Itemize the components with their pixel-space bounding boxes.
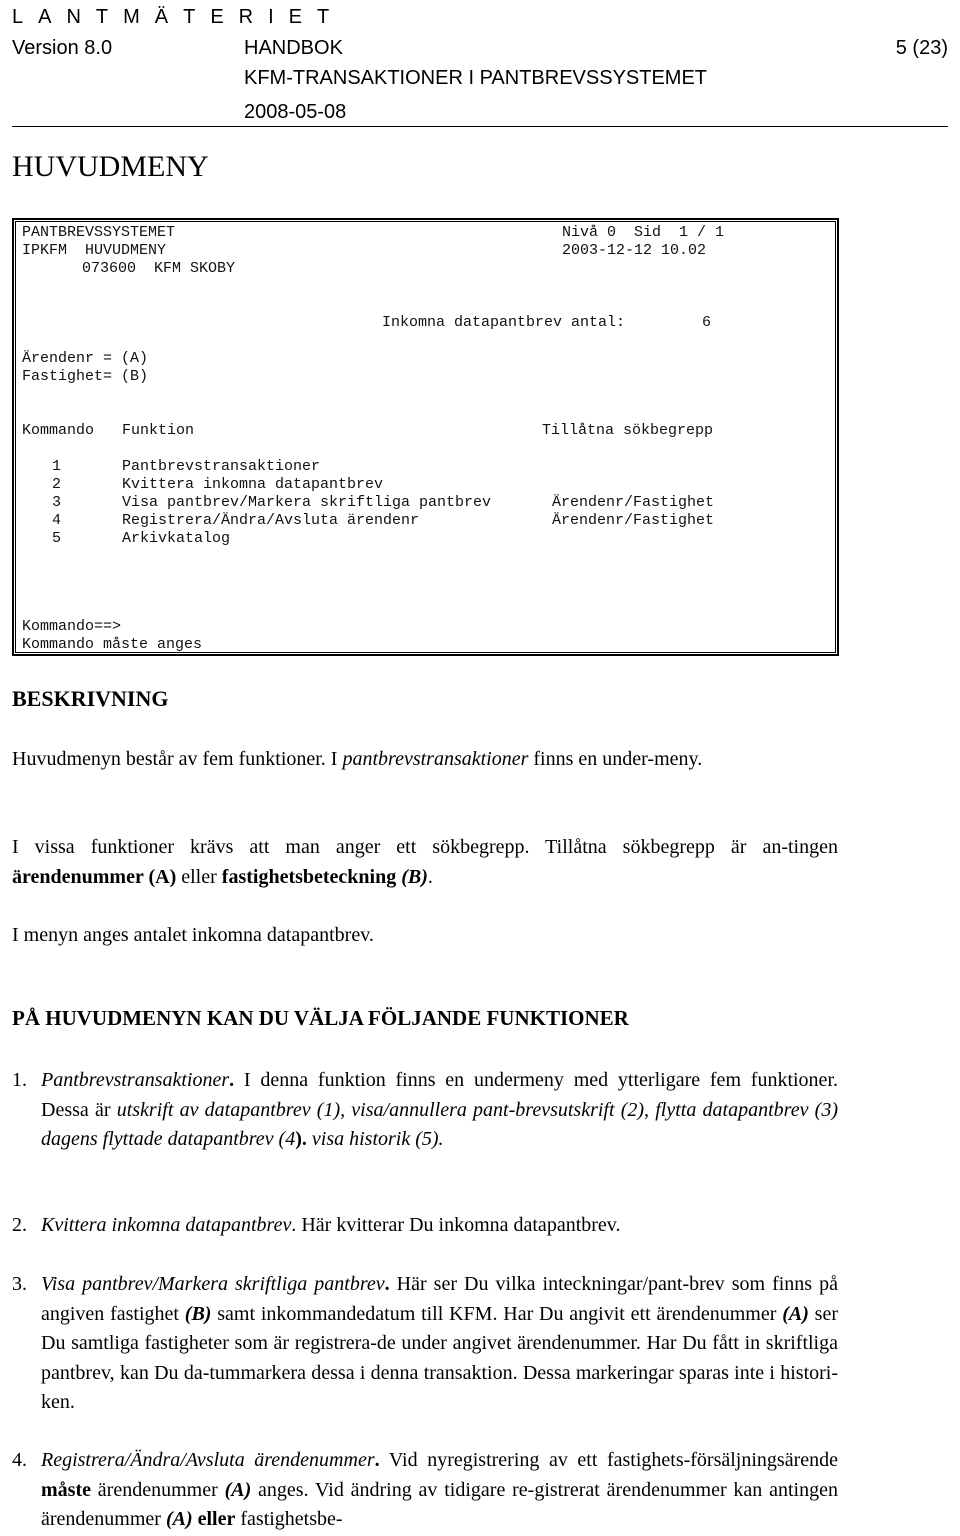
section-title: HUVUDMENY: [12, 150, 209, 183]
item-number: 3.: [12, 1273, 27, 1295]
item-number: 2.: [12, 1214, 27, 1236]
text-run: ärendenummer: [90, 1478, 225, 1501]
description-paragraph-3: I menyn anges antalet inkomna datapantbrev.: [12, 924, 374, 946]
organization-logo-text: LANTMÄTERIET: [12, 6, 345, 28]
item-title: Visa pantbrev/Markera skriftliga pantbrev: [41, 1273, 385, 1295]
menu-row-search: Ärendenr/Fastighet: [552, 494, 715, 511]
item-body: [41, 1270, 838, 1418]
fastighet-field: Fastighet= (B): [22, 368, 149, 385]
menu-row-function: Arkivkatalog: [122, 530, 231, 547]
text-run-bold: .: [229, 1069, 235, 1091]
menu-row-number: 1: [52, 458, 62, 475]
text-run-bold: fastighetsbeteckning: [221, 866, 402, 888]
text-run-bold: .: [374, 1449, 380, 1471]
header-divider: [12, 126, 948, 127]
item-body: [41, 1066, 838, 1155]
functions-heading: PÅ HUVUDMENYN KAN DU VÄLJA FÖLJANDE FUNKTIONER: [12, 1006, 629, 1030]
text-run-bold-italic: (A): [224, 1478, 252, 1501]
terminal-system-name: PANTBREVSSYSTEMET: [22, 224, 176, 241]
text-run-bold-italic: (A): [165, 1508, 193, 1530]
incoming-label: Inkomna datapantbrev antal:: [382, 314, 626, 331]
column-header-kommando: Kommando: [22, 422, 95, 439]
text-run: ser Du samtliga fastigheter som är registrera-de under angivet ärendenummer. Har Du fått in skriftliga pantbrev, kan Du da-tummarkera dessa i denna transaktion. Dessa markeringar sparas inte i histori-ken.: [41, 1302, 839, 1413]
text-run-bold: måste: [41, 1478, 91, 1501]
status-message: Kommando måste anges: [22, 636, 203, 653]
item-body: [41, 1446, 838, 1535]
column-header-funktion: Funktion: [122, 422, 195, 439]
text-run: fastighetsbe-: [235, 1508, 343, 1530]
terminal-timestamp: 2003-12-12 10.02: [562, 242, 707, 259]
title-line-1: HANDBOK: [244, 37, 343, 59]
text-run: I denna funktion finns en undermeny med ytterligare fem funktioner. Dessa är: [41, 1069, 838, 1121]
title-line-2: KFM-TRANSAKTIONER I PANTBREVSSYSTEMET: [244, 67, 708, 89]
menu-row-function: Kvittera inkomna datapantbrev: [122, 476, 384, 493]
item-title: Kvittera inkomna datapantbrev: [41, 1214, 292, 1236]
menu-row-function: Pantbrevstransaktioner: [122, 458, 321, 475]
function-item-4: [12, 1446, 838, 1535]
menu-row-search: Ärendenr/Fastighet: [552, 512, 715, 529]
text-run: . Här kvitterar Du inkomna datapantbrev.: [291, 1214, 621, 1236]
item-title: Registrera/Ändra/Avsluta ärendenummer: [41, 1449, 375, 1471]
text-run-bold: .: [384, 1273, 390, 1295]
menu-row-number: 2: [52, 476, 62, 493]
text-run-bold: ).: [295, 1128, 307, 1150]
document-title: [244, 33, 707, 127]
text-run-italic: utskrift av datapantbrev (1), visa/annullera pant-brevsutskrift (2), flytta datapantbrev (3) dagens flyttade datapantbrev (4: [41, 1098, 838, 1150]
text-run-italic: visa historik (5).: [306, 1128, 444, 1150]
menu-row-number: 3: [52, 494, 62, 511]
column-header-sokbegrepp: Tillåtna sökbegrepp: [542, 422, 714, 439]
description-heading: BESKRIVNING: [12, 686, 169, 711]
text-run: finns en under-meny.: [528, 748, 703, 770]
menu-row-function: Registrera/Ändra/Avsluta ärendenr: [122, 512, 420, 529]
command-prompt: Kommando==>: [22, 618, 122, 635]
item-number: 1.: [12, 1069, 27, 1091]
function-item-3: [12, 1270, 838, 1418]
text-run-bold: ärendenummer (A): [12, 866, 177, 888]
menu-row-function: Visa pantbrev/Markera skriftliga pantbrev: [122, 494, 492, 511]
function-item-2: [12, 1211, 838, 1241]
terminal-screenshot: [12, 218, 839, 656]
text-run: Här ser Du vilka inteckningar/pant-brev som finns på angiven fastighet: [41, 1273, 838, 1325]
text-run: eller: [176, 866, 222, 888]
terminal-program: IPKFM HUVUDMENY: [22, 242, 167, 259]
text-run-bold-italic: (A): [782, 1302, 809, 1325]
arendenr-field: Ärendenr = (A): [22, 350, 149, 367]
text-run: Vid nyregistrering av ett fastighets-försäljningsärende: [379, 1449, 838, 1471]
text-run: I vissa funktioner krävs att man anger ett sökbegrepp. Tillåtna sökbegrepp är an-tingen: [12, 836, 838, 858]
description-paragraph-1: [12, 744, 838, 774]
text-run: samt inkommandedatum till KFM. Har Du angivit ett ärendenummer: [211, 1302, 783, 1325]
version-label: Version 8.0: [12, 37, 113, 59]
item-title: Pantbrevstransaktioner: [41, 1069, 230, 1091]
text-run-italic: pantbrevstransaktioner: [342, 748, 529, 770]
text-run-bold-italic: (B): [401, 866, 428, 888]
function-item-1: [12, 1066, 838, 1155]
document-date: 2008-05-08: [244, 101, 347, 123]
description-paragraph-2: [12, 832, 838, 892]
menu-row-number: 5: [52, 530, 62, 547]
terminal-office: 073600 KFM SKOBY: [82, 260, 236, 277]
item-body: [41, 1211, 838, 1241]
text-run: anges. Vid ändring av tidigare re-gistrerat ärendenummer kan antingen ärendenummer: [41, 1478, 838, 1530]
menu-row-number: 4: [52, 512, 62, 529]
text-run-bold-italic: (B): [184, 1302, 212, 1325]
incoming-count: 6: [702, 314, 712, 331]
text-run: Huvudmenyn består av fem funktioner. I: [12, 748, 343, 770]
item-number: 4.: [12, 1449, 27, 1471]
text-run: .: [427, 866, 433, 888]
page-number: 5 (23): [895, 37, 948, 59]
terminal-level-page: Nivå 0 Sid 1 / 1: [562, 224, 725, 241]
text-run-bold: eller: [197, 1508, 236, 1530]
